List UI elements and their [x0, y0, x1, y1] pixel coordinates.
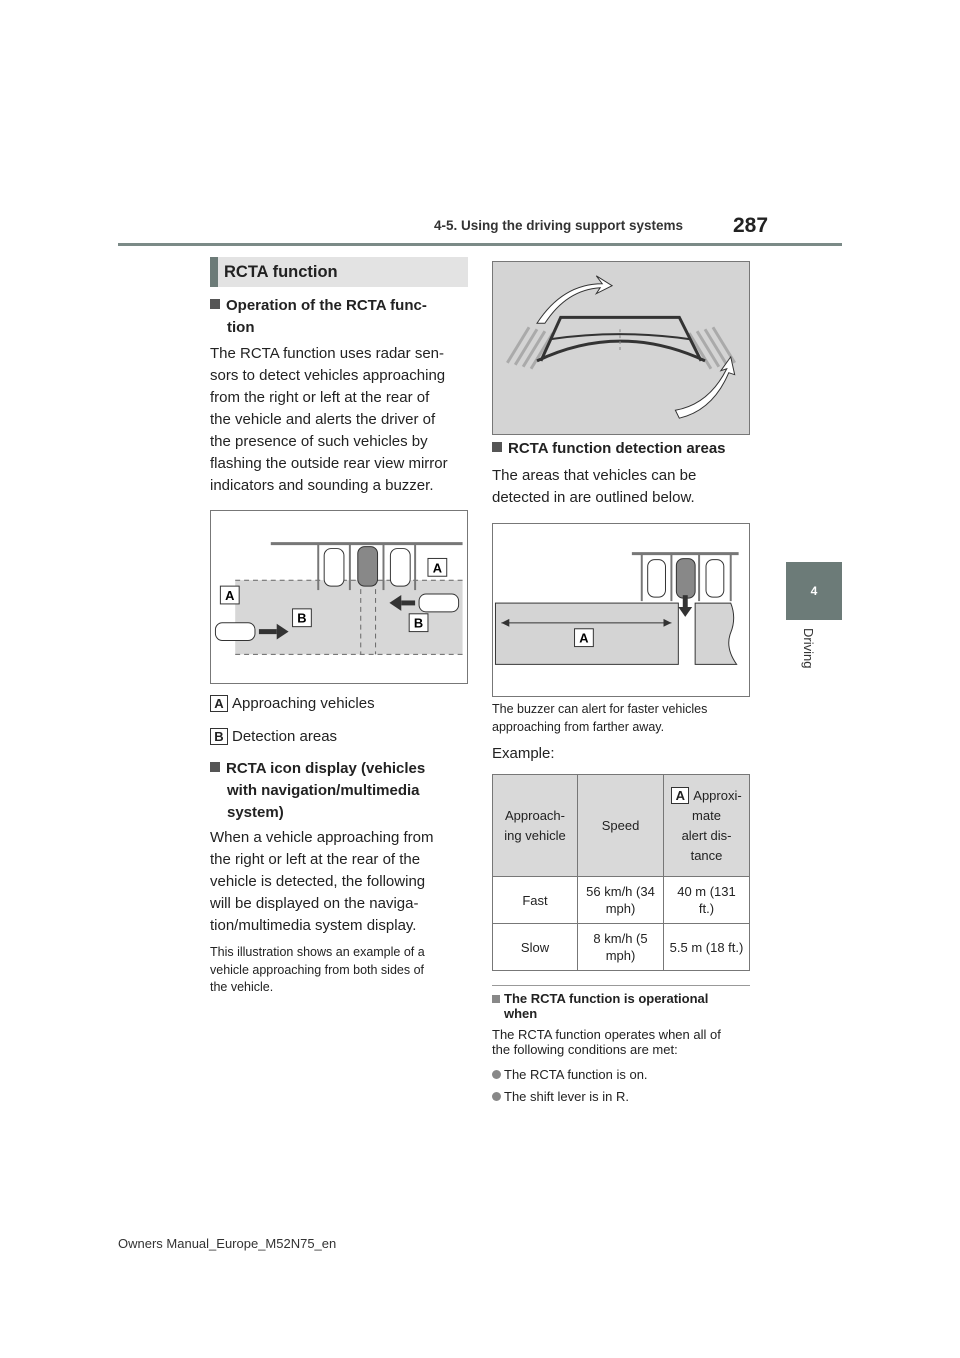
- footer-manual-id: Owners Manual_Europe_M52N75_en: [118, 1236, 337, 1251]
- cell-speed: 56 km/h (34 mph): [578, 877, 664, 924]
- legend-item-approaching: A Approaching vehicles: [210, 695, 375, 712]
- rcta-screen-illustration: [492, 261, 750, 435]
- label-b-left: B: [297, 610, 307, 626]
- detection-illustration: [210, 510, 468, 684]
- icon-display-text: When a vehicle approaching from the right or left at the rear of the vehicle is detected, the following will be displayed on the naviga- tion/multimedia system display.: [210, 829, 434, 934]
- label-a-right: A: [432, 560, 442, 576]
- table-row: [493, 924, 750, 971]
- operational-note-heading: The RCTA function is operational when: [492, 991, 750, 1021]
- list-item: The RCTA function is on.: [492, 1067, 648, 1082]
- page-number: 287: [733, 214, 769, 237]
- detection-area-diagram: [492, 523, 750, 697]
- chapter-number: 4: [810, 584, 818, 598]
- legend-tag-b: B: [210, 728, 228, 745]
- operation-heading: Operation of the RCTA func- tion: [210, 295, 427, 339]
- detection-areas-heading: RCTA function detection areas: [492, 438, 726, 460]
- label-b-right: B: [413, 615, 424, 631]
- buzzer-note: The buzzer can alert for faster vehicles approaching from farther away.: [492, 702, 708, 734]
- detection-range-diagram: [493, 524, 749, 696]
- header-tag-a: A: [671, 787, 689, 804]
- header-approaching-vehicle: Approach- ing vehicle: [493, 775, 578, 877]
- example-label: Example:: [492, 745, 555, 762]
- icon-display-heading: RCTA icon display (vehicles with navigation/multimedia system): [210, 758, 425, 824]
- chapter-tab: [786, 562, 842, 620]
- square-bullet-icon: [492, 995, 500, 1003]
- list-item: The shift lever is in R.: [492, 1089, 629, 1104]
- chapter-label: Driving: [801, 628, 816, 669]
- bullet-dot-icon: [492, 1092, 501, 1101]
- running-header: 4-5. Using the driving support systems: [434, 218, 684, 233]
- operation-text: The RCTA function uses radar sen- sors to detect vehicles approaching from the right or left at the rear of the vehicle and alerts the driver of the presence of such vehicles by flashing the outside rear view mirror indicators and sounding a buzzer.: [210, 345, 448, 494]
- cell-distance: 40 m (131 ft.): [664, 877, 750, 924]
- square-bullet-icon: [210, 762, 220, 772]
- detection-areas-text: The areas that vehicles can be detected in are outlined below.: [492, 467, 697, 506]
- bullet-dot-icon: [492, 1070, 501, 1079]
- legend-item-detection: B Detection areas: [210, 728, 337, 745]
- table-header-row: [493, 775, 750, 877]
- cell-speed: 8 km/h (5 mph): [578, 924, 664, 971]
- header-alert-distance: A Approxi- mate alert dis- tance: [664, 775, 750, 877]
- header-rule: [118, 243, 842, 246]
- operational-note-text: The RCTA function operates when all of the following conditions are met:: [492, 1027, 721, 1057]
- parking-lot-diagram: [211, 511, 467, 683]
- square-bullet-icon: [210, 299, 220, 309]
- label-a-left: A: [225, 587, 235, 603]
- cell-vehicle: Slow: [493, 924, 578, 971]
- rear-view-display-diagram: [493, 262, 749, 434]
- label-a-range: A: [579, 630, 589, 646]
- note-divider: [492, 985, 750, 986]
- header-speed: Speed: [578, 775, 664, 877]
- square-bullet-icon: [492, 442, 502, 452]
- alert-distance-table: [492, 774, 750, 971]
- illustration-note: This illustration shows an example of a vehicle approaching from both sides of the vehicle.: [210, 945, 425, 994]
- table-row: [493, 877, 750, 924]
- legend-tag-a: A: [210, 695, 228, 712]
- section-heading: RCTA function: [210, 257, 468, 287]
- cell-vehicle: Fast: [493, 877, 578, 924]
- cell-distance: 5.5 m (18 ft.): [664, 924, 750, 971]
